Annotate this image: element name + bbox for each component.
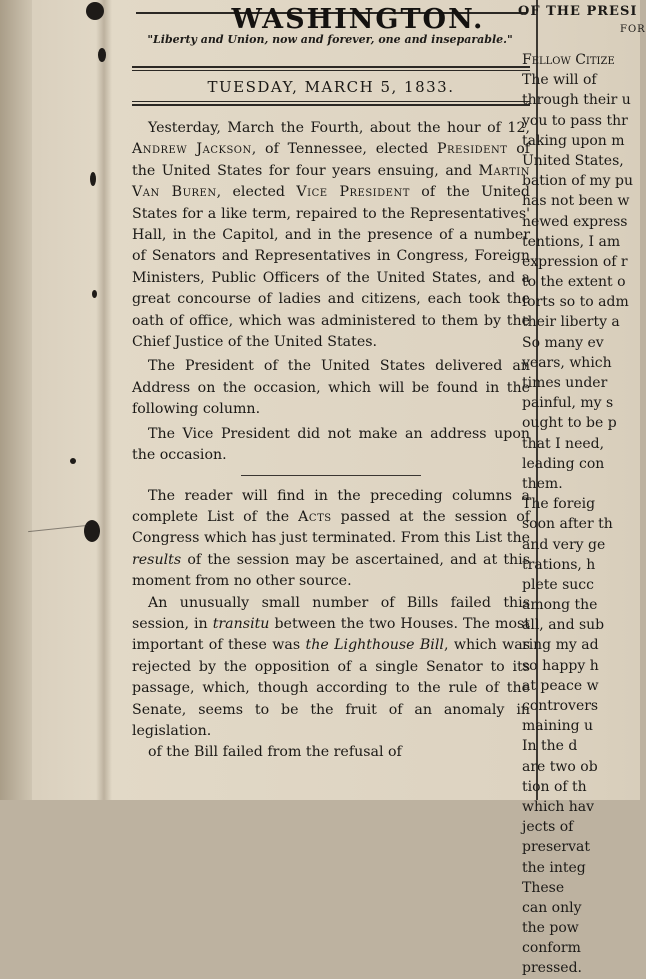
article-paragraph: An unusually small number of Bills failed this session, in transitu between the two Houses. The most important of these was the Lighthouse Bill, which was rejected by the opposition of a single Senator to its passage, which, though according to the rule of the Senate, seems to be the fruit of an anomaly in legislation. [132,594,530,739]
article-paragraph: The President of the United States delivered an Address on the occasion, which will be found in the following column. [132,358,530,418]
article-paragraph: The reader will find in the preceding columns a complete List of the Acts passed at the session of Congress which has just terminated. From this List the results of the session may be ascertained, and at this moment from no other source. [132,487,530,590]
article-paragraph: Yesterday, March the Fourth, about the hour of 12, Andrew Jackson, of Tennessee, elected President of the United States for four years ensuing, and Martin Van Buren, elected Vice President of the United States for a like term, repaired to the Representatives' Hall, in the Capitol, and in the presence of a number of Senators and Representatives in Congress, Foreign Ministers, Public Officers of the United States, and a great concourse of ladies and citizens, each took the oath of office, which was administered to them by the Chief Justice of the United States. [132,120,530,351]
rule [132,66,530,68]
column-line: bation of my pu [522,173,633,190]
column-line: all, and sub [522,617,605,634]
column-line: taking upon m [522,132,625,149]
column-line: United States, [522,152,624,169]
column-line: can only [522,899,582,916]
column-line: maining u [522,718,594,735]
article-body [132,118,530,764]
name-martin-van-buren: Martin Van Buren [132,162,530,201]
column-line: Fellow Citize [522,52,615,68]
column-line: leading con [522,455,605,472]
binding-fold [96,0,112,800]
column-line: the integ [522,859,586,876]
column-line: which hav [522,798,595,815]
column-line: ought to be p [522,415,617,432]
column-line: painful, my s [522,395,614,412]
column-line: So many ev [522,334,604,351]
column-line: preservat [522,839,590,856]
page-edge-shadow [0,0,32,800]
column-line: times under [522,375,608,391]
binding-hole [86,2,104,20]
column-line: through their u [522,92,631,109]
column-line: so happy h [522,657,599,674]
column-line: ring my ad [522,637,599,654]
column-line: plete succ [522,576,594,593]
column-line: their liberty a [522,314,620,331]
column-line: The foreig [522,496,596,513]
column-text [522,50,633,979]
masthead-motto: "Liberty and Union, now and forever, one and inseparable." [147,33,513,46]
column-line: conform [522,940,581,957]
binding-hole [84,520,100,542]
rule [132,104,530,106]
column-line: These [522,879,565,896]
column-line: newed express [522,213,628,230]
column-line: tentions, I am [522,233,621,250]
column-line: the pow [522,920,579,937]
section-divider [241,475,421,476]
column-line: has not been w [522,193,630,210]
column-line: among the [522,597,598,614]
column-line: are two ob [522,758,598,775]
name-andrew-jackson: Andrew Jackson [132,141,252,158]
binding-hole [90,172,96,186]
column-line: In the d [522,738,578,755]
column-line: at peace w [522,677,599,694]
column-line: and very ge [522,536,606,553]
article-paragraph: The Vice President did not make an address upon the occasion. [132,425,530,464]
column-line: tion of th [522,778,587,795]
column-line: trations, h [522,556,596,573]
binding-hole [70,458,76,464]
rule [132,101,530,102]
rule [132,70,530,71]
column-heading-continued: FOR [620,24,646,35]
column-line: to the extent o [522,274,626,291]
inaugural-address-column [518,0,646,977]
column-line: you to pass thr [522,112,628,129]
main-column [132,0,532,800]
column-line: The will of [522,72,597,89]
column-line: them. [522,475,563,492]
column-line: expression of r [522,253,628,270]
column-line: jects of [522,819,574,836]
dateline: TUESDAY, MARCH 5, 1833. [207,78,455,96]
binding-hole [92,290,97,298]
binding-hole [98,48,106,62]
article-paragraph: of the Bill failed from the refusal of [148,744,402,761]
masthead-title: WASHINGTON. [231,4,485,35]
column-heading: OF THE PRESI [518,4,638,19]
column-line: controvers [522,698,599,714]
column-line: pressed. [522,960,583,977]
column-line: that I need, [522,435,605,452]
column-line: years, which [522,354,612,371]
column-line: soon after th [522,516,613,533]
column-line: forts so to adm [522,294,629,311]
